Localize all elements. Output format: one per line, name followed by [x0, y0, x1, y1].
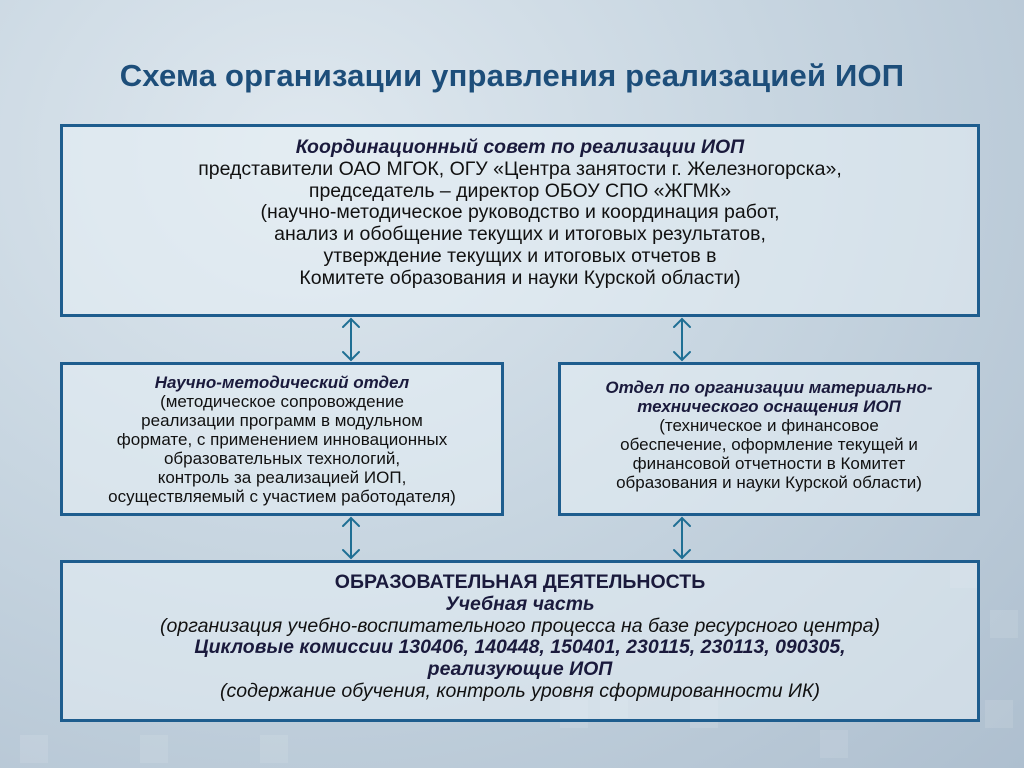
- science-dept-line: реализации программ в модульном: [141, 411, 423, 431]
- council-heading: Координационный совет по реализации ИОП: [295, 136, 745, 158]
- science-dept-line: осуществляемый с участием работодателя): [108, 487, 456, 507]
- council-line: председатель – директор ОБОУ СПО «ЖГМК»: [308, 179, 732, 202]
- council-line: Комитете образования и науки Курской области): [299, 266, 741, 289]
- council-line: анализ и обобщение текущих и итоговых результатов,: [274, 223, 766, 246]
- material-dept-heading: технического оснащения ИОП: [637, 397, 901, 417]
- science-dept-line: контроль за реализацией ИОП,: [157, 468, 407, 488]
- education-note: (содержание обучения, контроль уровня сформированности ИК): [220, 680, 820, 703]
- council-line: (научно-методическое руководство и координация работ,: [260, 201, 780, 224]
- science-dept-line: формате, с применением инновационных: [116, 430, 448, 450]
- science-department-box: [60, 362, 504, 516]
- slide-title: Схема организации управления реализацией ИОП: [119, 58, 905, 93]
- material-dept-line: финансовой отчетности в Комитет: [632, 454, 906, 474]
- science-dept-line: образовательных технологий,: [163, 449, 401, 469]
- science-dept-line: (методическое сопровождение: [160, 392, 404, 412]
- double-arrow-icon: [670, 516, 694, 560]
- double-arrow-icon: [339, 317, 363, 362]
- material-dept-heading: Отдел по организации материально-: [605, 378, 933, 397]
- material-dept-line: (техническое и финансовое: [659, 416, 879, 436]
- education-heading: ОБРАЗОВАТЕЛЬНАЯ ДЕЯТЕЛЬНОСТЬ: [334, 571, 706, 593]
- education-note: (организация учебно-воспитательного процесса на базе ресурсного центра): [160, 614, 880, 637]
- coordination-council-box: [60, 124, 980, 317]
- commissions-line: реализующие ИОП: [427, 658, 613, 681]
- council-line: представители ОАО МГОК, ОГУ «Центра занятости г. Железногорска»,: [198, 157, 842, 180]
- education-subheading: Учебная часть: [445, 592, 595, 615]
- double-arrow-icon: [339, 516, 363, 560]
- material-dept-line: обеспечение, оформление текущей и: [620, 435, 918, 455]
- commissions-line: Цикловые комиссии 130406, 140448, 150401, 230115, 230113, 090305,: [194, 636, 846, 659]
- double-arrow-icon: [670, 317, 694, 362]
- material-department-box: [558, 362, 980, 516]
- council-line: утверждение текущих и итоговых отчетов в: [323, 245, 717, 268]
- educational-activity-box: [60, 560, 980, 722]
- material-dept-line: образования и науки Курской области): [616, 473, 922, 493]
- science-dept-heading: Научно-методический отдел: [154, 373, 410, 392]
